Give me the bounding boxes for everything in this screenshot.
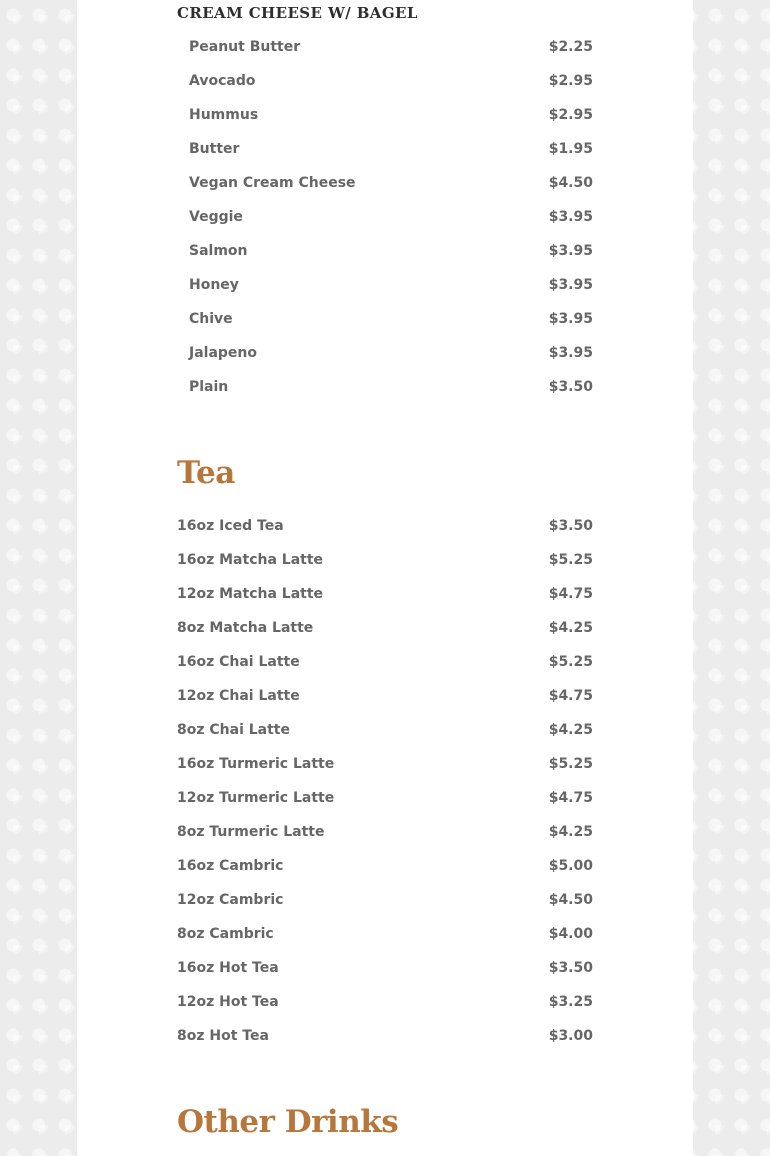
menu-item-name: 16oz Chai Latte [177, 654, 300, 670]
menu-item-price: $4.75 [548, 688, 593, 704]
tea-list [177, 517, 593, 1061]
menu-item-price: $4.75 [548, 586, 593, 602]
menu-item-name: 16oz Hot Tea [177, 960, 279, 976]
cream-cheese-section-title: CREAM CHEESE W/ BAGEL [177, 4, 418, 22]
other-drinks-section-heading: Other Drinks [177, 1104, 399, 1140]
menu-item [177, 721, 593, 755]
menu-item [177, 993, 593, 1027]
menu-item-name: 8oz Turmeric Latte [177, 824, 325, 840]
menu-item-name: Peanut Butter [189, 39, 301, 55]
menu-item-name: 12oz Cambric [177, 892, 284, 908]
menu-item [177, 789, 593, 823]
menu-item [177, 823, 593, 857]
menu-item-name: 8oz Chai Latte [177, 722, 290, 738]
menu-item-name: Salmon [189, 243, 248, 259]
menu-item-price: $4.25 [548, 824, 593, 840]
menu-item-price: $5.25 [548, 756, 593, 772]
tea-section-heading: Tea [177, 455, 235, 491]
menu-item [177, 517, 593, 551]
menu-item-name: 16oz Iced Tea [177, 518, 284, 534]
menu-item-price: $5.25 [548, 654, 593, 670]
menu-item [177, 653, 593, 687]
menu-item-price: $5.00 [548, 858, 593, 874]
menu-item-name: Veggie [189, 209, 243, 225]
menu-item [189, 378, 593, 412]
menu-item [177, 551, 593, 585]
menu-item-name: Jalapeno [189, 345, 258, 361]
menu-item-price: $4.25 [548, 722, 593, 738]
menu-item-name: Avocado [189, 73, 256, 89]
menu-panel [77, 0, 693, 1156]
menu-item-price: $3.50 [548, 379, 593, 395]
menu-item [189, 38, 593, 72]
menu-item-name: 12oz Chai Latte [177, 688, 300, 704]
menu-item-name: 16oz Cambric [177, 858, 284, 874]
menu-item-name: 12oz Turmeric Latte [177, 790, 335, 806]
menu-item-name: 8oz Cambric [177, 926, 274, 942]
menu-item [177, 619, 593, 653]
menu-item-name: Butter [189, 141, 240, 157]
menu-item-name: Chive [189, 311, 233, 327]
menu-item-price: $3.50 [548, 518, 593, 534]
menu-item-price: $5.25 [548, 552, 593, 568]
menu-item [177, 687, 593, 721]
menu-item [177, 755, 593, 789]
menu-item-name: Plain [189, 379, 229, 395]
menu-item [189, 208, 593, 242]
menu-item-name: 8oz Matcha Latte [177, 620, 314, 636]
menu-item-price: $1.95 [548, 141, 593, 157]
cream-cheese-list [189, 38, 593, 412]
menu-item [189, 310, 593, 344]
menu-item-name: Honey [189, 277, 239, 293]
menu-item [189, 140, 593, 174]
menu-item [177, 585, 593, 619]
menu-item-price: $2.95 [548, 73, 593, 89]
menu-item-price: $3.95 [548, 345, 593, 361]
menu-item [177, 959, 593, 993]
menu-item [177, 1027, 593, 1061]
menu-item [189, 106, 593, 140]
menu-item [177, 891, 593, 925]
menu-item-name: 12oz Hot Tea [177, 994, 279, 1010]
menu-item-price: $2.25 [548, 39, 593, 55]
menu-item-price: $4.50 [548, 892, 593, 908]
menu-item-name: 8oz Hot Tea [177, 1028, 269, 1044]
menu-item-price: $4.00 [548, 926, 593, 942]
menu-item [177, 857, 593, 891]
menu-item-price: $3.25 [548, 994, 593, 1010]
menu-item [189, 174, 593, 208]
menu-item-price: $3.95 [548, 243, 593, 259]
menu-item-name: 16oz Matcha Latte [177, 552, 324, 568]
menu-item [189, 242, 593, 276]
menu-item-price: $4.25 [548, 620, 593, 636]
menu-item-price: $4.50 [548, 175, 593, 191]
menu-item-price: $3.00 [548, 1028, 593, 1044]
menu-item-name: Hummus [189, 107, 259, 123]
menu-item [189, 72, 593, 106]
menu-item [177, 925, 593, 959]
menu-item-name: 16oz Turmeric Latte [177, 756, 335, 772]
menu-item-name: Vegan Cream Cheese [189, 175, 356, 191]
menu-item-name: 12oz Matcha Latte [177, 586, 324, 602]
menu-item-price: $2.95 [548, 107, 593, 123]
menu-item-price: $3.95 [548, 209, 593, 225]
menu-item-price: $3.95 [548, 277, 593, 293]
menu-item-price: $3.95 [548, 311, 593, 327]
menu-item-price: $3.50 [548, 960, 593, 976]
menu-item [189, 276, 593, 310]
menu-item-price: $4.75 [548, 790, 593, 806]
menu-item [189, 344, 593, 378]
